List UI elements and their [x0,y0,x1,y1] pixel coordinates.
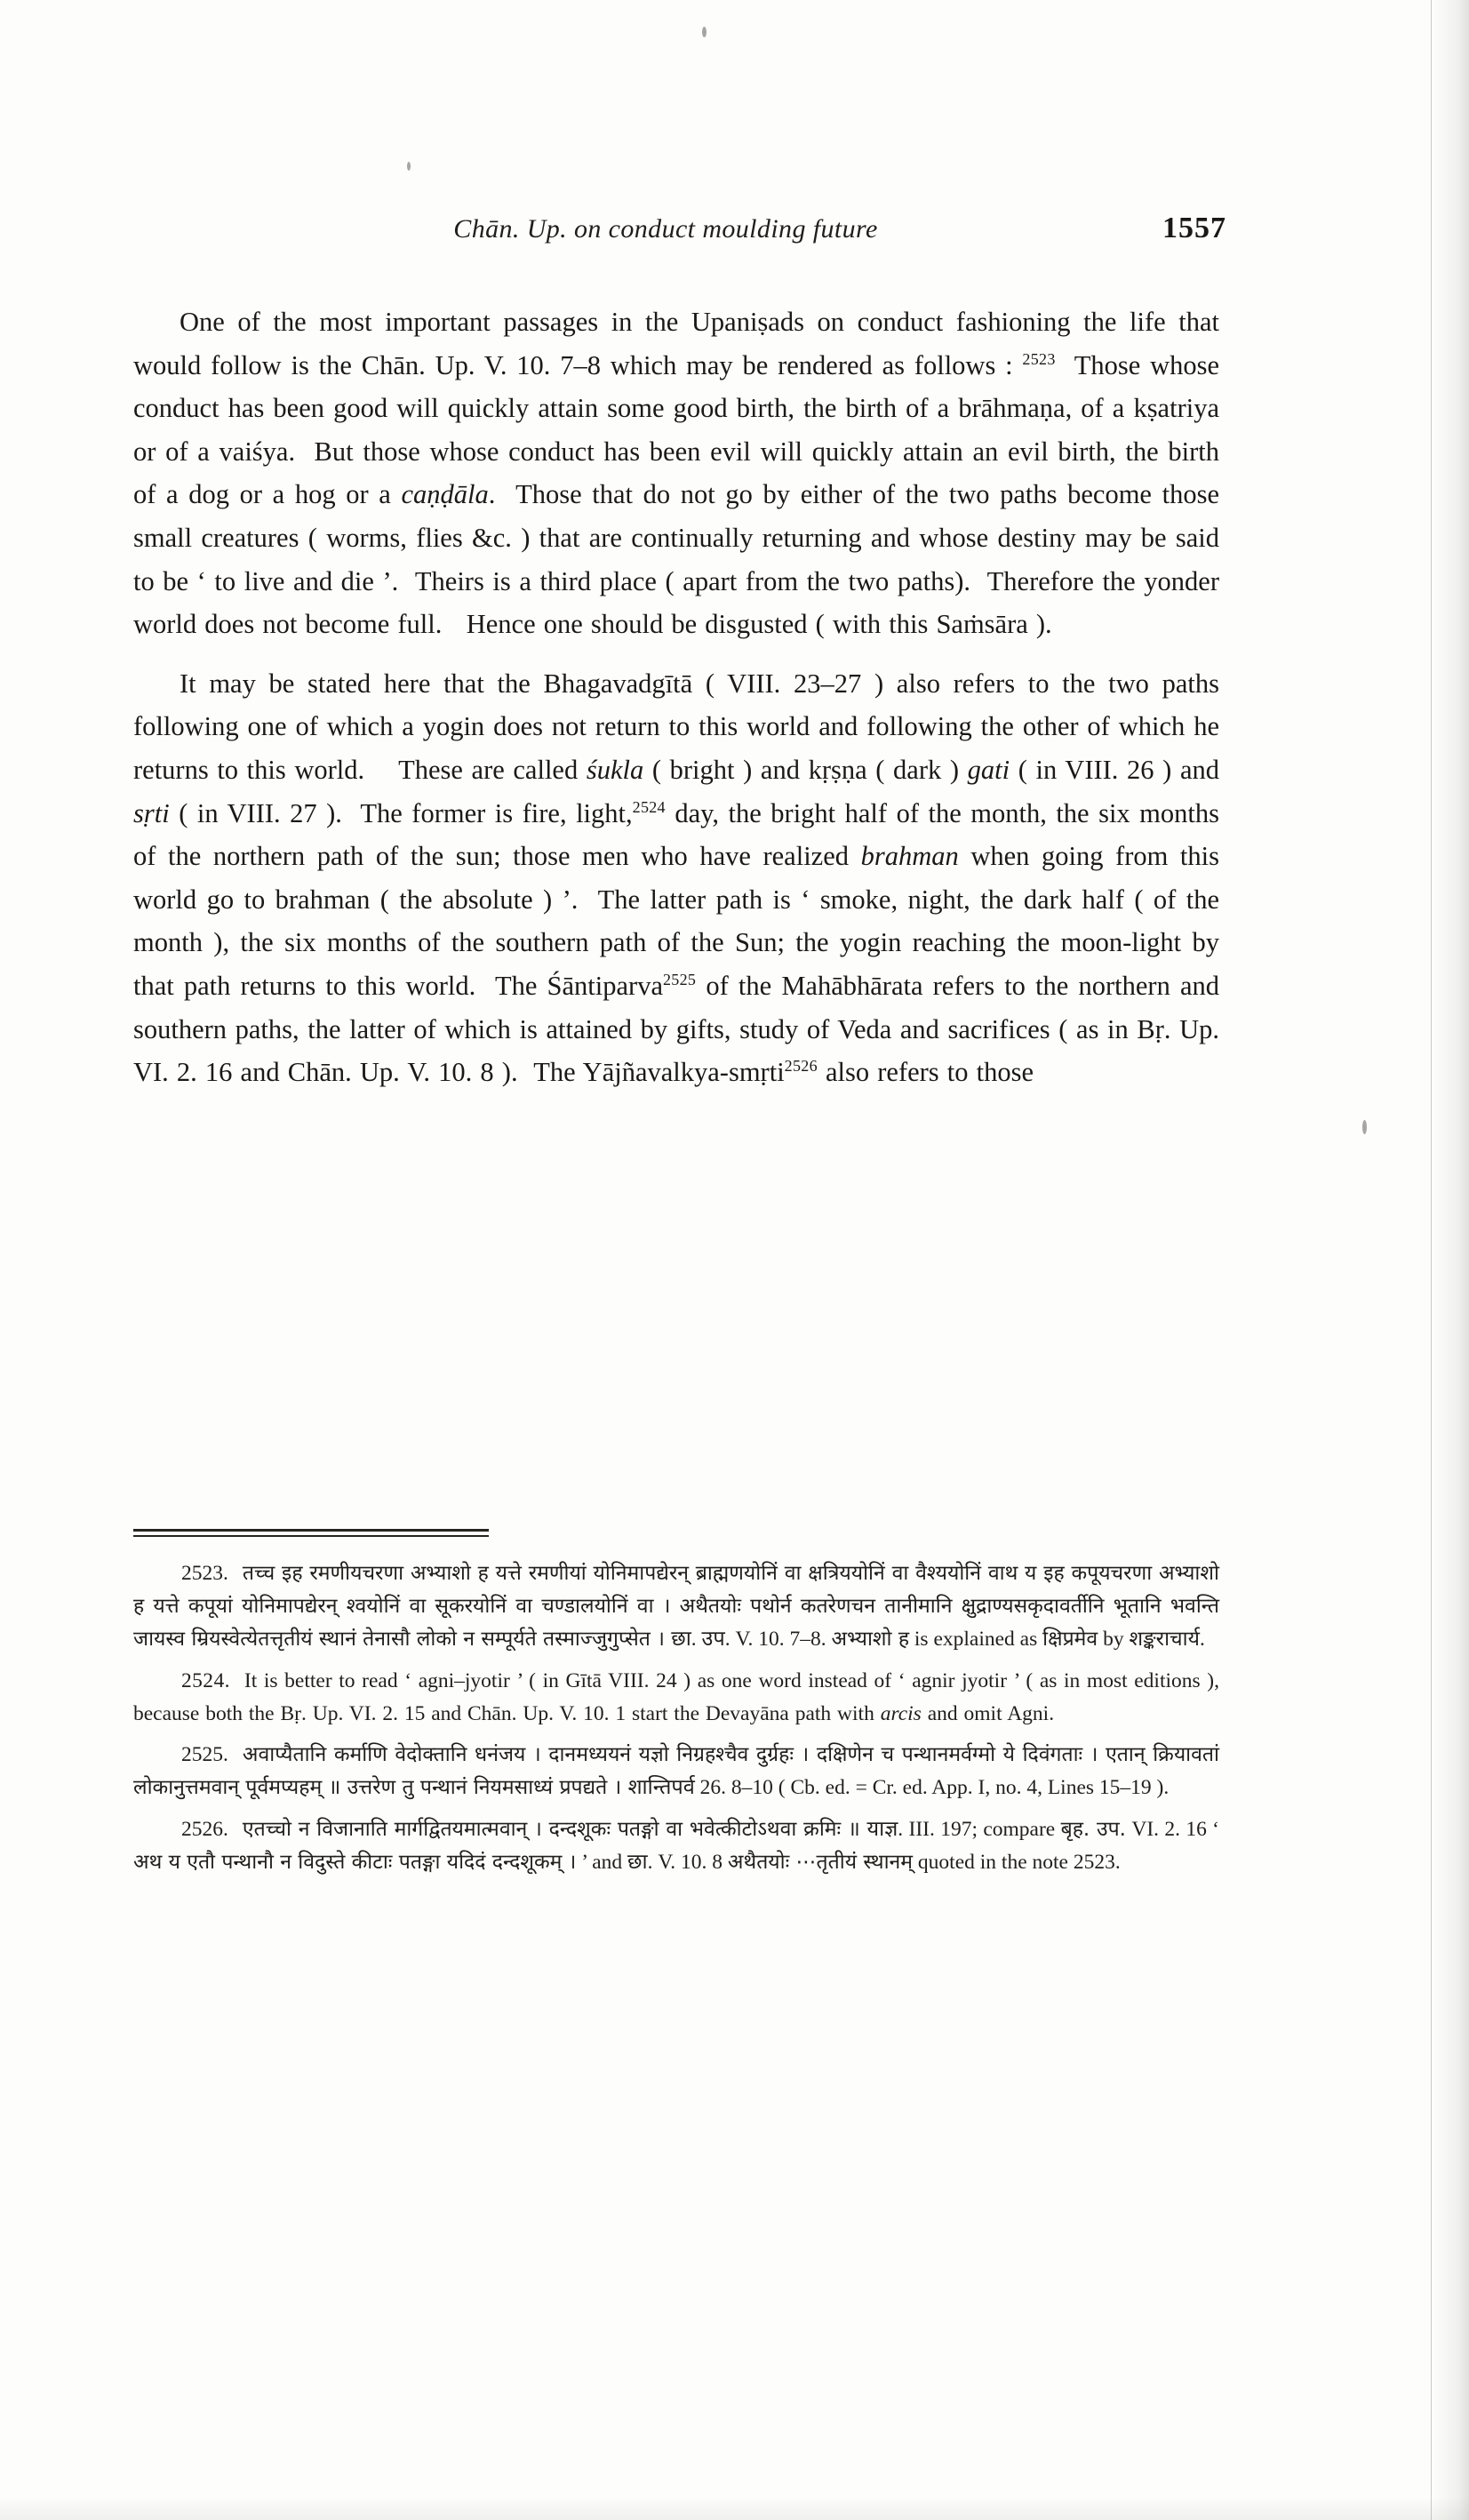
scan-edge-shadow-right [1433,0,1469,2520]
footnote-number: 2523. [181,1562,228,1585]
page-number: 1557 [1162,212,1226,244]
paragraph-1: One of the most important passages in the Upaniṣads on conduct fashioning the life that would follow is the Chān. Up. V. 10. 7–8 which may be rendered as follows : $^{2523}$ Those whose conduct has been good will quickly attain some good birth, the birth of a brāhmaṇa, of a kṣatriya or of a vaiśya. But those whose conduct has been evil will quickly attain an evil birth, the birth of a dog or a hog or a caṇḍāla. Those that do not go by either of the two paths become those small creatures ( worms, flies &c. ) that are continually returning and whose destiny may be said to be ‘ to live and die ’. Theirs is a third place ( apart from the two paths). Therefore the yonder world does not become full. Hence one should be disgusted ( with this Saṁsāra ). [133,307,1219,640]
footnote-body: अवाप्यैतानि कर्माणि वेदोक्तानि धनंजय । दानमध्ययनं यज्ञो निग्रहश्चैव दुर्ग्रहः । दक्षिणेन च पन्थानमर्वग्मो ये दिवंगताः । एतान् क्रियावतां लोकानुत्तमवान् पूर्वमप्यहम् ॥ उत्तरेण तु पन्थानं नियमसाध्यं प्रपद्यते । शान्तिपर्व 26. 8–10 ( Cb. ed. = Cr. ed. App. I, no. 4, Lines 15–19 ). [133,1743,1219,1799]
body-text [133,300,1219,1100]
scan-speck [1362,1120,1367,1134]
footnote-number: 2525. [181,1743,228,1766]
footnote-body: तच्च इह रमणीयचरणा अभ्याशो ह यत्ते रमणीयां योनिमापद्येरन् ब्राह्मणयोनिं वा क्षत्रिययोनिं वा वैश्ययोनिं वाथ य इह कपूयचरणा अभ्याशो ह यत्ते कपूयां योनिमापद्येरन् श्वयोनिं वा सूकरयोनिं वा चण्डालयोनिं वा । अथैतयोः पथोर्न कतरेणचन तानीमानि क्षुद्राण्यसकृदावर्तीनि भूतानि भवन्ति जायस्व म्रियस्वेत्येतत्तृतीयं स्थानं तेनासौ लोको न सम्पूर्यते तस्माज्जुगुप्सेत । छा. उप. V. 10. 7–8. अभ्याशो ह is explained as क्षिप्रमेव by शङ्कराचार्य. [133,1562,1219,1651]
footnote-2526 [133,1813,1219,1879]
scan-gutter-line [1431,0,1432,2520]
footnote-number: 2524. [181,1669,230,1692]
footnote-separator-rule [133,1529,489,1537]
page-content [133,0,1226,2520]
footnotes [133,1557,1219,1888]
footnote-2524 [133,1665,1219,1730]
running-head-title: Chān. Up. on conduct moulding future [453,214,878,244]
footnote-body: It is better to read ‘ agni–jyotir ’ ( in Gītā VIII. 24 ) as one word instead of ‘ agnir jyotir ’ ( as in most editions ), because both the Bṛ. Up. VI. 2. 15 and Chān. Up. V. 10. 1 start the Devayāna path with arcis and omit Agni. [133,1669,1219,1725]
footnote-2523 [133,1557,1219,1656]
footnote-2525 [133,1739,1219,1804]
paragraph-2: It may be stated here that the Bhagavadgītā ( VIII. 23–27 ) also refers to the two paths following one of which a yogin does not return to this world and following the other of which he returns to this world. These are called śukla ( bright ) and kṛṣṇa ( dark ) gati ( in VIII. 26 ) and sṛti ( in VIII. 27 ). The former is fire, light,$^{2524}$ day, the bright half of the month, the six months of the northern path of the sun; those men who have realized brahman when going from this world go to brahman ( the absolute ) ’. The latter path is ‘ smoke, night, the dark half ( of the month ), the six months of the southern path of the Sun; the yogin reaching the moon-light by that path returns to this world. The Śāntiparva$^{2525}$ of the Mahābhārata refers to the northern and southern paths, the latter of which is attained by gifts, study of Veda and sacrifices ( as in Bṛ. Up. VI. 2. 16 and Chān. Up. V. 10. 8 ). The Yājñavalkya-smṛti$^{2526}$ also refers to those [133,668,1219,1088]
running-head [133,212,1226,245]
footnote-number: 2526. [181,1818,228,1841]
footnote-body: एतच्चो न विजानाति मार्गद्वितयमात्मवान् । दन्दशूकः पतङ्गो वा भवेत्कीटोऽथवा क्रमिः ॥ याज्ञ. III. 197; compare बृह. उप. VI. 2. 16 ‘ अथ य एतौ पन्थानौ न विदुस्ते कीटाः पतङ्गा यदिदं दन्दशूकम् । ’ and छा. V. 10. 8 अथैतयोः ⋯तृतीयं स्थानम् quoted in the note 2523. [133,1818,1219,1874]
